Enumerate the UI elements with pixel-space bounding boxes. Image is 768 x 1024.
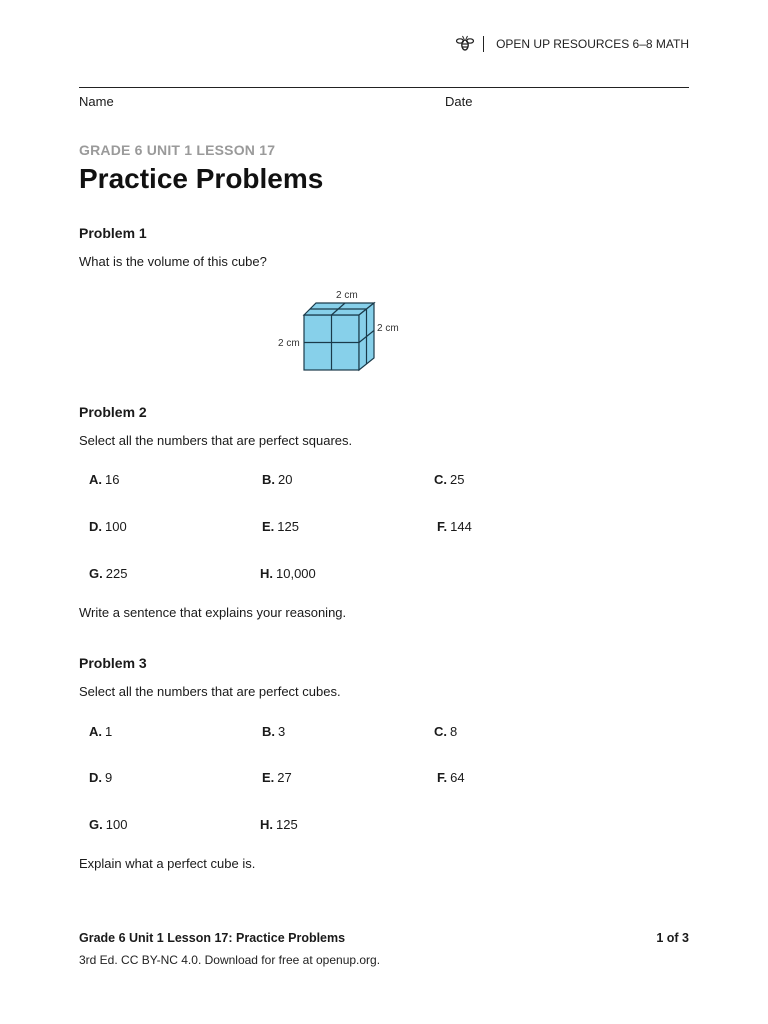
problem-2-choice-a[interactable]: A. 16	[89, 472, 120, 487]
date-label: Date	[445, 94, 473, 109]
problem-3-choice-b[interactable]: B. 3	[262, 724, 286, 739]
cube-right-label: 2 cm	[377, 323, 399, 334]
name-label: Name	[79, 94, 114, 109]
problem-3-choice-g[interactable]: G. 100	[89, 817, 128, 832]
problem-2-choice-b[interactable]: B. 20	[262, 472, 293, 487]
problem-3-choice-c[interactable]: C. 8	[434, 724, 458, 739]
name-date-rule	[79, 87, 689, 88]
problem-3-choice-a[interactable]: A. 1	[89, 724, 113, 739]
header-separator	[483, 36, 484, 52]
lesson-kicker: GRADE 6 UNIT 1 LESSON 17	[79, 142, 276, 158]
cube-figure	[275, 286, 415, 376]
brand-text: OPEN UP RESOURCES 6–8 MATH	[496, 37, 689, 51]
problem-1-prompt: What is the volume of this cube?	[79, 254, 267, 269]
problem-3-followup: Explain what a perfect cube is.	[79, 856, 256, 871]
problem-2-prompt: Select all the numbers that are perfect squares.	[79, 433, 353, 448]
problem-2-choice-f[interactable]: F. 144	[437, 519, 472, 534]
bee-logo-icon	[455, 34, 475, 54]
problem-3-prompt: Select all the numbers that are perfect cubes.	[79, 684, 341, 699]
problem-2-choice-d[interactable]: D. 100	[89, 519, 127, 534]
problem-1-heading: Problem 1	[79, 225, 147, 241]
footer-title: Grade 6 Unit 1 Lesson 17: Practice Problems	[79, 931, 346, 945]
problem-2-choice-g[interactable]: G. 225	[89, 566, 128, 581]
problem-3-choice-h[interactable]: H. 125	[260, 817, 298, 832]
footer-page-number: 1 of 3	[656, 931, 689, 945]
header-brand	[455, 34, 689, 54]
problem-3-choice-e[interactable]: E. 27	[262, 770, 292, 785]
footer-license: 3rd Ed. CC BY-NC 4.0. Download for free at openup.org.	[79, 953, 381, 967]
problem-3-choice-d[interactable]: D. 9	[89, 770, 113, 785]
problem-3-choice-f[interactable]: F. 64	[437, 770, 465, 785]
cube-top-label: 2 cm	[336, 290, 358, 301]
cube-left-label: 2 cm	[278, 338, 300, 349]
page-title: Practice Problems	[79, 163, 324, 194]
problem-2-choice-e[interactable]: E. 125	[262, 519, 299, 534]
problem-2-choice-c[interactable]: C. 25	[434, 472, 465, 487]
problem-2-choice-h[interactable]: H. 10,000	[260, 566, 316, 581]
problem-2-followup: Write a sentence that explains your reasoning.	[79, 605, 347, 620]
problem-3-heading: Problem 3	[79, 655, 147, 671]
problem-2-heading: Problem 2	[79, 404, 147, 420]
